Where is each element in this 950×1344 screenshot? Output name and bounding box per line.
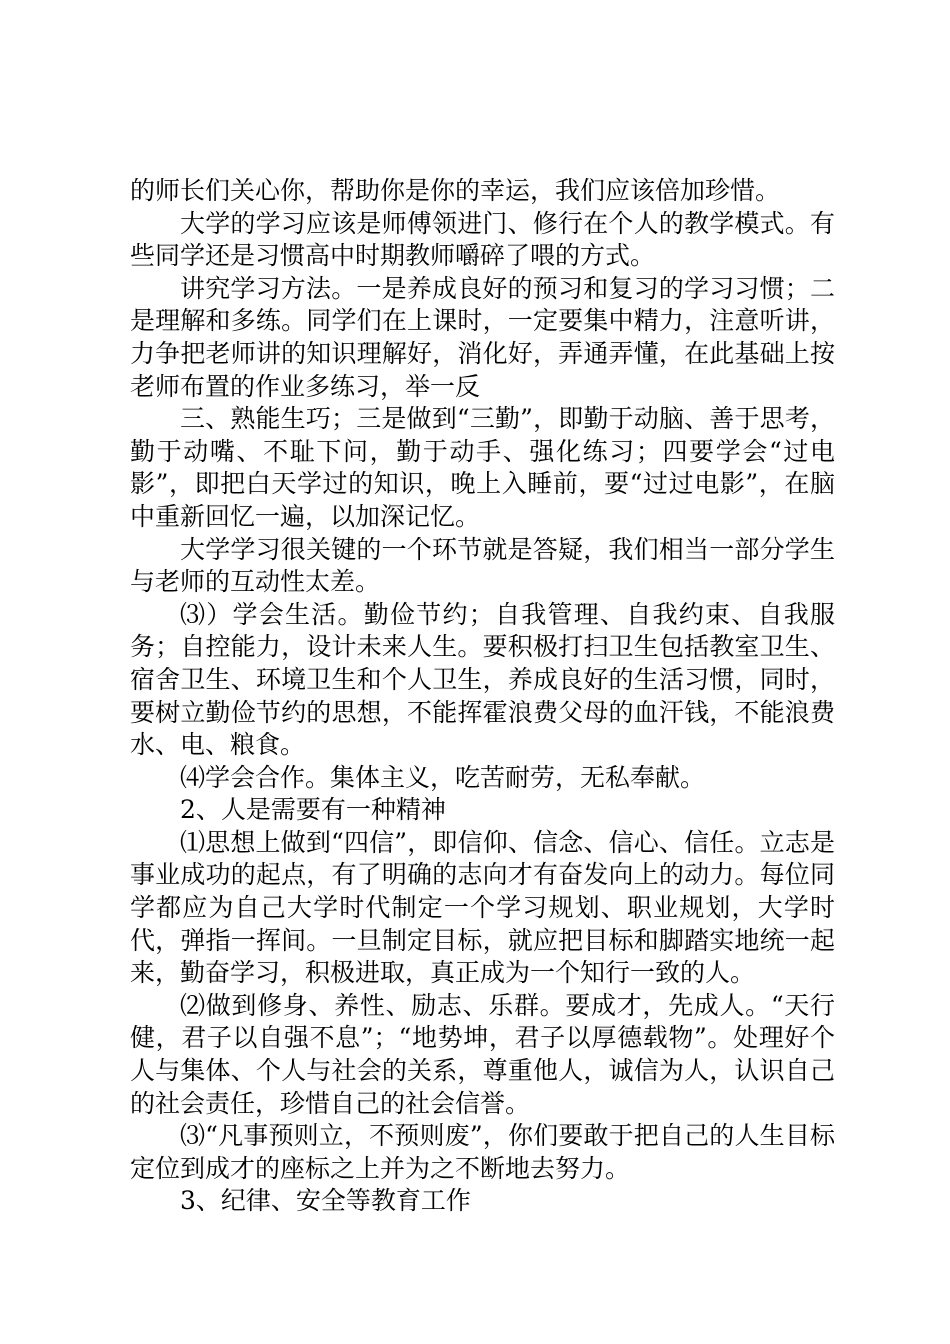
document-body <box>130 175 835 1218</box>
paragraph-6: ⑶）学会生活。勤俭节约；自我管理、自我约束、自我服务；自控能力，设计未来人生。要积极打扫卫生包括教室卫生、宿舍卫生、环境卫生和个人卫生，养成良好的生活习惯，同时，要树立勤俭节约的思想，不能挥霍浪费父母的血汗钱，不能浪费水、电、粮食。 <box>130 599 835 760</box>
paragraph-4: 三、熟能生巧；三是做到“三勤”，即勤于动脑、善于思考，勤于动嘴、不耻下问，勤于动手、强化练习；四要学会“过电影”，即把白天学过的知识，晚上入睡前，要“过过电影”，在脑中重新回忆一遍，以加深记忆。 <box>130 404 835 531</box>
paragraph-10: ⑶“凡事预则立，不预则废”，你们要敢于把自己的人生目标定位到成才的座标之上并为之不断地去努力。 <box>130 1121 835 1183</box>
paragraph-7: ⑷学会合作。集体主义，吃苦耐劳，无私奉献。 <box>180 762 706 792</box>
paragraph-9: ⑵做到修身、养性、励志、乐群。要成才，先成人。“天行健，君子以自强不息”；“地势坤，君子以厚德载物”。处理好个人与集体、个人与社会的关系，尊重他人，诚信为人，认识自己的社会责任，珍惜自己的社会信誉。 <box>130 990 835 1118</box>
paragraph-1: 的师长们关心你，帮助你是你的幸运，我们应该倍加珍惜。 <box>130 176 781 205</box>
section-heading-2: 2、人是需要有一种精神 <box>180 795 446 825</box>
paragraph-2: 大学的学习应该是师傅领进门、修行在个人的教学模式。有些同学还是习惯高中时期教师嚼碎了喂的方式。 <box>130 208 835 271</box>
paragraph-3: 讲究学习方法。一是养成良好的预习和复习的学习习惯；二是理解和多练。同学们在上课时，一定要集中精力，注意听讲，力争把老师讲的知识理解好，消化好，弄通弄懂，在此基础上按老师布置的作业多练习，举一反 <box>130 273 835 401</box>
paragraph-8: ⑴思想上做到“四信”，即信仰、信念、信心、信任。立志是事业成功的起点，有了明确的志向才有奋发向上的动力。每位同学都应为自己大学时代制定一个学习规划、职业规划，大学时代，弹指一挥间。一旦制定目标，就应把目标和脚踏实地统一起来，勤奋学习，积极进取，真正成为一个知行一致的人。 <box>130 827 835 988</box>
paragraph-5: 大学学习很关键的一个环节就是答疑，我们相当一部分学生与老师的互动性太差。 <box>130 534 835 597</box>
section-heading-3: 3、纪律、安全等教育工作 <box>180 1186 471 1216</box>
